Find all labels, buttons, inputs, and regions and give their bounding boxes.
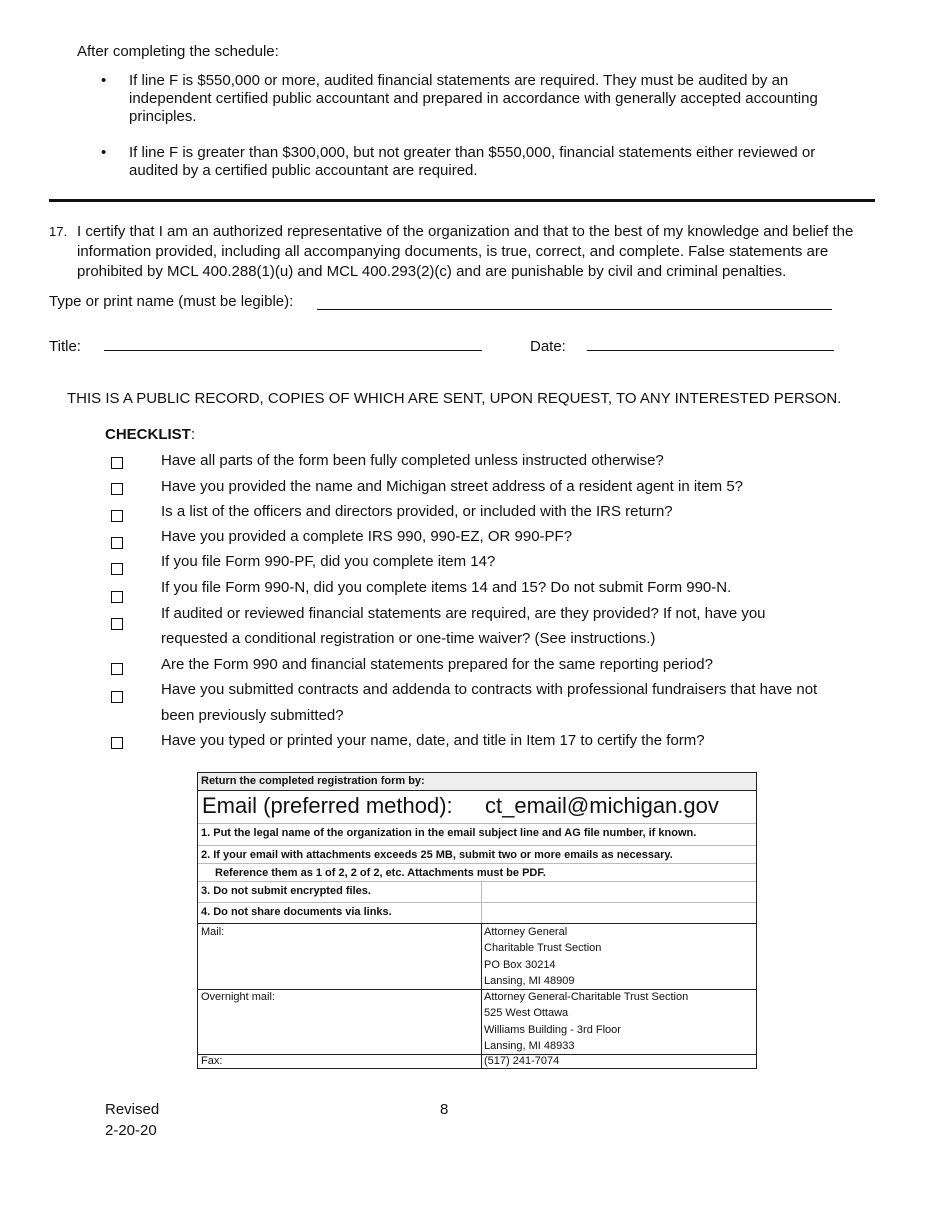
table-rule [198,790,756,791]
certification-line-2: information provided, including all accompanying documents, is true, correct, and complete. False statements are [77,243,829,260]
mail-label: Mail: [201,926,225,938]
overnight-address-line-3: Williams Building - 3rd Floor [484,1024,621,1036]
bullet-1-line-1: If line F is $550,000 or more, audited financial statements are required. They must be audited by an [129,72,789,89]
title-label: Title: [49,338,81,355]
checklist-item-7-line-1: If audited or reviewed financial statements are required, are they provided? If not, have you [161,605,766,622]
bullet-dot: • [101,72,107,89]
checklist-item-10: Have you typed or printed your name, date, and title in Item 17 to certify the form? [161,732,705,749]
overnight-address-line-2: 525 West Ottawa [484,1007,569,1019]
table-header: Return the completed registration form by: [201,775,425,787]
email-label: Email (preferred method): [202,793,453,818]
mail-address-line-1: Attorney General [484,926,568,938]
checklist-item-3: Is a list of the officers and directors provided, or included with the IRS return? [161,503,673,520]
page-number: 8 [440,1101,449,1118]
mail-address-line-3: PO Box 30214 [484,959,556,971]
checklist-item-6: If you file Form 990-N, did you complete items 14 and 15? Do not submit Form 990-N. [161,579,732,596]
checklist-checkbox-10[interactable] [111,737,123,749]
fax-label: Fax: [201,1055,223,1067]
checklist-item-5: If you file Form 990-PF, did you complete item 14? [161,553,496,570]
overnight-address-line-4: Lansing, MI 48933 [484,1040,575,1052]
schedule-intro: After completing the schedule: [77,43,279,60]
bullet-dot: • [101,144,107,161]
table-rule [198,823,756,824]
email-address[interactable]: ct_email@michigan.gov [485,793,719,818]
checklist-checkbox-4[interactable] [111,537,123,549]
certification-line-1: I certify that I am an authorized representative of the organization and that to the best of my knowledge and belief the [77,223,854,240]
table-rule [198,1054,756,1055]
instruction-1: 1. Put the legal name of the organization in the email subject line and AG file number, if known. [201,827,697,839]
checklist-checkbox-9[interactable] [111,691,123,703]
table-rule [198,923,756,924]
overnight-label: Overnight mail: [201,991,275,1003]
table-rule [198,845,756,846]
checklist-heading: CHECKLIST: [105,426,196,443]
certification-line-3: prohibited by MCL 400.288(1)(u) and MCL 400.293(2)(c) and are punishable by civil and criminal penalties. [77,263,787,280]
checklist-item-4: Have you provided a complete IRS 990, 990-EZ, OR 990-PF? [161,528,573,545]
revised-date: 2-20-20 [105,1122,157,1139]
checklist-checkbox-7[interactable] [111,618,123,630]
revised-label: Revised [105,1101,160,1118]
name-field[interactable] [317,309,832,310]
checklist-checkbox-3[interactable] [111,510,123,522]
checklist-item-7-line-2: requested a conditional registration or one-time waiver? (See instructions.) [161,630,656,647]
checklist-item-1: Have all parts of the form been fully completed unless instructed otherwise? [161,452,664,469]
checklist-checkbox-2[interactable] [111,483,123,495]
instruction-2-continued: Reference them as 1 of 2, 2 of 2, etc. Attachments must be PDF. [215,867,546,879]
return-instructions-table [197,772,757,1069]
overnight-address-line-1: Attorney General-Charitable Trust Section [484,991,689,1003]
table-rule [198,881,756,882]
table-column-rule [481,923,482,1069]
mail-address-line-2: Charitable Trust Section [484,942,602,954]
bullet-2-line-2: audited by a certified public accountant are required. [129,162,478,179]
item-number: 17. [49,224,68,239]
bullet-1-line-2: independent certified public accountant and prepared in accordance with generally accepted accounting [129,90,818,107]
checklist-item-9-line-2: been previously submitted? [161,707,344,724]
bullet-2-line-1: If line F is greater than $300,000, but not greater than $550,000, financial statements either reviewed or [129,144,816,161]
checklist-heading-text: CHECKLIST [105,426,191,443]
table-rule [198,902,756,903]
date-label: Date: [530,338,566,355]
checklist-item-8: Are the Form 990 and financial statements prepared for the same reporting period? [161,656,713,673]
checklist-checkbox-6[interactable] [111,591,123,603]
title-field[interactable] [104,350,482,351]
checklist-checkbox-8[interactable] [111,663,123,675]
checklist-checkbox-1[interactable] [111,457,123,469]
checklist-checkbox-5[interactable] [111,563,123,575]
instruction-2: 2. If your email with attachments exceeds 25 MB, submit two or more emails as necessary. [201,849,673,861]
bullet-1-line-3: principles. [129,108,197,125]
checklist-item-2: Have you provided the name and Michigan street address of a resident agent in item 5? [161,478,744,495]
mail-address-line-4: Lansing, MI 48909 [484,975,575,987]
date-field[interactable] [587,350,834,351]
section-divider [49,199,875,202]
instruction-4: 4. Do not share documents via links. [201,906,392,918]
name-label: Type or print name (must be legible): [49,293,294,310]
table-rule [198,989,756,990]
checklist-item-9-line-1: Have you submitted contracts and addenda to contracts with professional fundraisers that have not [161,681,818,698]
fax-number: (517) 241-7074 [484,1055,560,1067]
public-record-notice: THIS IS A PUBLIC RECORD, COPIES OF WHICH ARE SENT, UPON REQUEST, TO ANY INTERESTED PERSON. [67,390,842,407]
instruction-3: 3. Do not submit encrypted files. [201,885,371,897]
table-rule [198,863,756,864]
